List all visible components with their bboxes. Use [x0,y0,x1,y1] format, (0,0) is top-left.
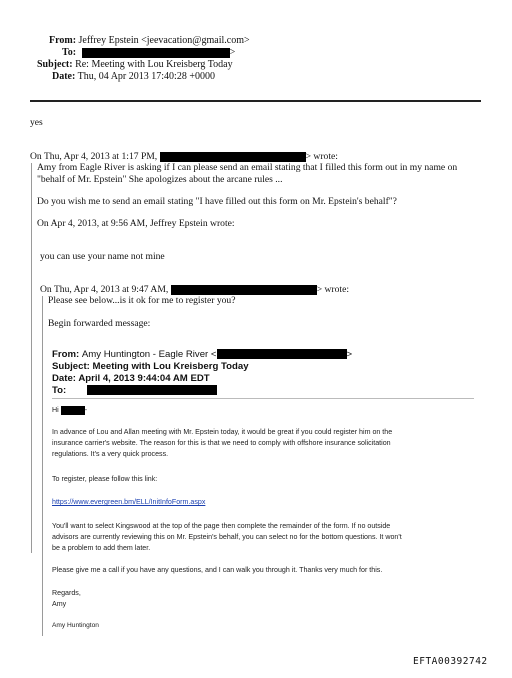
subject-label: Subject: [37,59,73,70]
register-link[interactable]: https://www.evergreen.bm/ELL/InitInfoForm.aspx [52,498,206,506]
para3-line3: be a problem to add them later. [52,544,151,552]
quote1-intro: On Thu, Apr 4, 2013 at 1:17 PM, > wrote: [30,151,338,162]
para1-line2: insurance carrier's website. The reason for this is that we need to comply with offshore insurance solicitation [52,439,391,447]
para2: To register, please follow this link: [52,475,158,483]
quote3-line1: Please see below...is it ok for me to register you? [48,295,236,306]
date-line [52,71,215,83]
signature-full: Amy Huntington [52,622,99,629]
to-label: To: [62,47,77,58]
quote1-line3: Do you wish me to send an email stating "I have filled out this form on Mr. Epstein's behalf"? [37,196,397,207]
fwd-to-line: To: [52,385,217,396]
redaction-box [87,385,217,395]
para3-line2: advisors are currently reviewing this on Mr. Epstein's behalf, you can select no for the bottom questions. It won't [52,533,402,541]
quote3-line2: Begin forwarded message: [48,318,151,329]
header-divider [30,100,481,102]
from-line [49,35,250,47]
date-value: Thu, 04 Apr 2013 17:40:28 +0000 [77,71,215,82]
fwd-from-line: From: Amy Huntington - Eagle River < > [52,349,353,360]
subject-line [37,59,233,71]
bates-number: EFTA00392742 [413,656,488,667]
para4: Please give me a call if you have any questions, and I can walk you through it. Thanks very much for this. [52,566,383,574]
quote3-intro: On Thu, Apr 4, 2013 at 9:47 AM, > wrote: [40,284,350,295]
fwd-date-line: Date: April 4, 2013 9:44:04 AM EDT [52,373,210,384]
subject-value: Re: Meeting with Lou Kreisberg Today [75,59,233,70]
regards: Regards, [52,589,81,597]
from-value: Jeffrey Epstein <jeevacation@gmail.com> [78,35,250,46]
redaction-box [171,285,317,295]
para3-line1: You'll want to select Kingswood at the top of the page then complete the remainder of the form. If no outside [52,522,391,530]
quote2-text: you can use your name not mine [40,251,165,262]
from-label: From: [49,35,77,46]
redaction-box [160,152,306,162]
redaction-box [61,406,85,415]
quote1-line1: Amy from Eagle River is asking if I can please send an email stating that I filled this form out in my name on [37,162,458,173]
to-tail: > [229,47,236,58]
quote3-bar [42,296,43,636]
quote1-line2: "behalf of Mr. Epstein" She apologizes about the arcane rules ... [37,174,283,185]
redaction-box [82,48,230,58]
redaction-box [217,349,347,359]
fwd-header-divider [52,398,474,399]
to-line [62,47,235,59]
signature-first: Amy [52,600,67,608]
para1-line1: In advance of Lou and Allan meeting with Mr. Epstein today, it would be great if you could register him on the [52,428,393,436]
date-label: Date: [52,71,76,82]
quote1-bar [31,163,32,553]
fwd-subject-line: Subject: Meeting with Lou Kreisberg Today [52,361,249,372]
greeting: Hi - [52,406,88,414]
quote1-line4: On Apr 4, 2013, at 9:56 AM, Jeffrey Epstein wrote: [37,218,235,229]
para1-line3: regulations. It's a very quick process. [52,450,169,458]
reply-text: yes [30,117,43,128]
